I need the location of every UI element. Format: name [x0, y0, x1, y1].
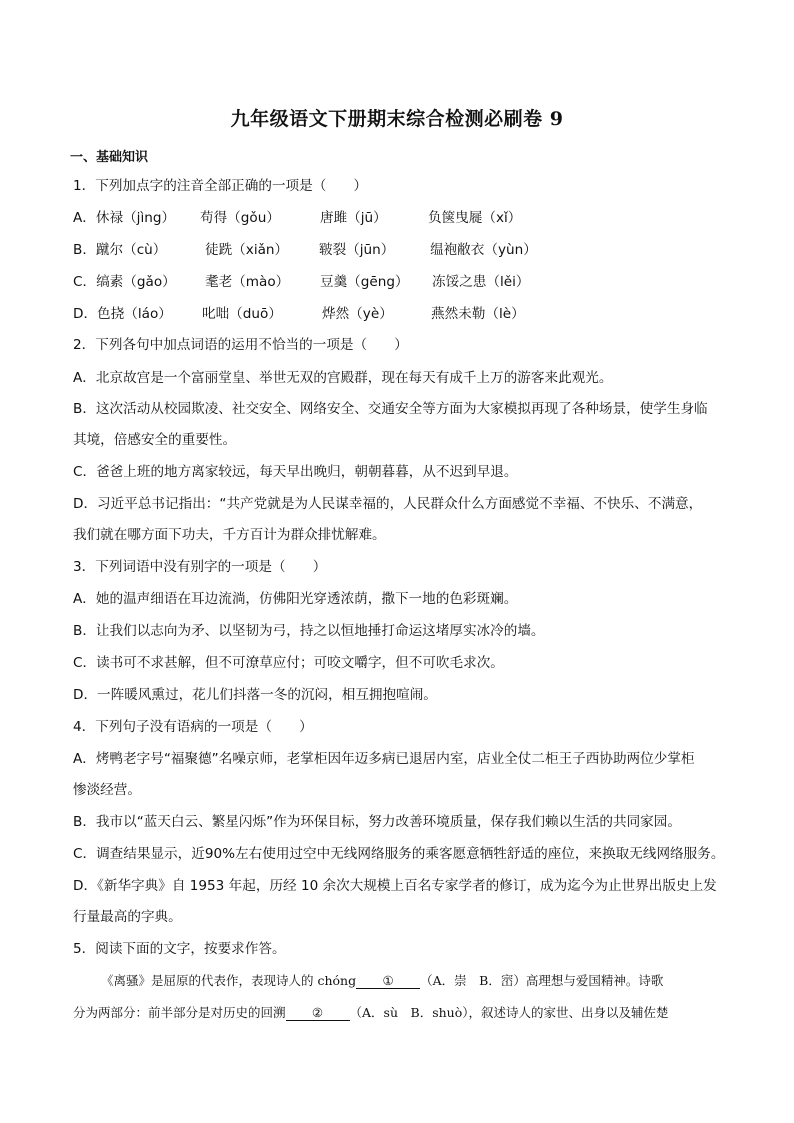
question-1-option-a: [73, 209, 521, 227]
question-1-option-c: [73, 273, 529, 291]
question-1-option-b: [73, 241, 537, 259]
question-2-option-b-line-1: B．这次活动从校园欺凌、社交安全、网络安全、交通安全等方面为大家模拟再现了各种场景，使学生身临: [73, 401, 708, 417]
option-a-item-4: 负箧曳屣（xǐ）: [428, 210, 522, 226]
section-heading: 一、基础知识: [70, 150, 149, 165]
option-b-item-1: B．蹴尔（cù）: [73, 242, 167, 258]
question-4-option-d-line-1: D．《新华字典》自 1953 年起，历经 10 余次大规模上百名专家学者的修订，成为迄今为止世界出版史上发: [73, 878, 717, 894]
option-a-item-3: 唐雎（jū）: [320, 210, 387, 226]
option-d-item-3: 烨然（yè）: [322, 306, 393, 322]
question-3-option-c: C．读书可不求甚解，但不可潦草应付；可咬文嚼字，但不可吹毛求次。: [73, 655, 504, 671]
question-3-option-b: B．让我们以志向为矛、以坚韧为弓，持之以恒地捶打命运这堵厚实冰冷的墙。: [73, 623, 545, 639]
option-a-item-2: 苟得（gǒu）: [200, 210, 280, 226]
question-1-stem: 1．下列加点字的注音全部正确的一项是（ ）: [73, 178, 368, 194]
passage-line-1-text-b: （A．崇 B．崈）高理想与爱国精神。诗歌: [420, 973, 664, 988]
option-c-item-1: C．缟素（gǎo）: [73, 274, 176, 290]
blank-2[interactable]: ②: [286, 1006, 350, 1021]
page-title: 九年级语文下册期末综合检测必刷卷 9: [230, 108, 564, 130]
question-4-option-a-line-1: A．烤鸭老字号“福聚德”名噪京师，老掌柜因年迈多病已退居内室，店业全仗二柜王子西协助两位少掌柜: [73, 751, 695, 767]
question-4-option-b: B．我市以“蓝天白云、繁星闪烁”作为环保目标，努力改善环境质量，保存我们赖以生活的共同家园。: [73, 814, 681, 830]
question-5-stem: 5．阅读下面的文字，按要求作答。: [73, 941, 286, 957]
question-2-option-d-line-1: D．习近平总书记指出：“共产党就是为人民谋幸福的，人民群众什么方面感觉不幸福、不快乐、不满意，: [73, 496, 703, 512]
option-b-item-4: 缊袍敝衣（yùn）: [430, 242, 537, 258]
passage-line-1-text-a: 《离骚》是屈原的代表作，表现诗人的 chóng: [101, 973, 357, 988]
question-2-option-a: A．北京故宫是一个富丽堂皇、举世无双的宫殿群，现在每天有成千上万的游客来此观光。: [73, 370, 613, 386]
option-d-item-2: 叱咄（duō）: [202, 306, 282, 322]
option-c-item-3: 豆羹（gēng）: [320, 274, 409, 290]
question-4-stem: 4．下列句子没有语病的一项是（ ）: [73, 719, 313, 735]
option-d-item-4: 燕然未勒（lè）: [431, 306, 525, 322]
option-a-item-1: A．休禄（jìng）: [73, 210, 176, 226]
question-3-option-a: A．她的温声细语在耳边流淌，仿佛阳光穿透浓荫，撒下一地的色彩斑斓。: [73, 591, 518, 607]
passage-line-1: [101, 972, 663, 990]
option-c-item-2: 耄老（mào）: [205, 274, 290, 290]
question-4-option-c: C．调查结果显示，近90%左右使用过空中无线网络服务的乘客愿意牺牲舒适的座位，来换取无线网络服务。: [73, 846, 725, 862]
question-2-option-c: C．爸爸上班的地方离家较远，每天早出晚归，朝朝暮暮，从不迟到早退。: [73, 464, 518, 480]
passage-line-2-text-b: （A．sù B．shuò），叙述诗人的家世、出身以及辅佐楚: [349, 1005, 669, 1020]
option-d-item-1: D．色挠（láo）: [73, 306, 172, 322]
option-c-item-4: 冻馁之患（lěi）: [432, 274, 530, 290]
question-2-option-d-line-2: 我们就在哪方面下功夫，千方百计为群众排忧解难。: [73, 527, 386, 543]
blank-1[interactable]: ①: [356, 974, 420, 989]
question-2-option-b-line-2: 其境，倍感安全的重要性。: [73, 432, 237, 448]
question-3-stem: 3．下列词语中没有别字的一项是（ ）: [73, 559, 327, 575]
question-2-stem: 2．下列各句中加点词语的运用不恰当的一项是（ ）: [73, 337, 408, 353]
question-3-option-d: D．一阵暖风熏过，花儿们抖落一冬的沉闷，相互拥抱喧闹。: [73, 687, 437, 703]
question-4-option-d-line-2: 行量最高的字典。: [73, 909, 182, 925]
question-1-option-d: [73, 305, 525, 323]
option-b-item-3: 皲裂（jūn）: [319, 242, 395, 258]
question-4-option-a-line-2: 惨淡经营。: [73, 782, 141, 798]
option-b-item-2: 徒跣（xiǎn）: [205, 242, 289, 258]
passage-line-2-text-a: 分为两部分：前半部分是对历史的回溯: [73, 1005, 286, 1020]
passage-line-2: [73, 1004, 669, 1022]
